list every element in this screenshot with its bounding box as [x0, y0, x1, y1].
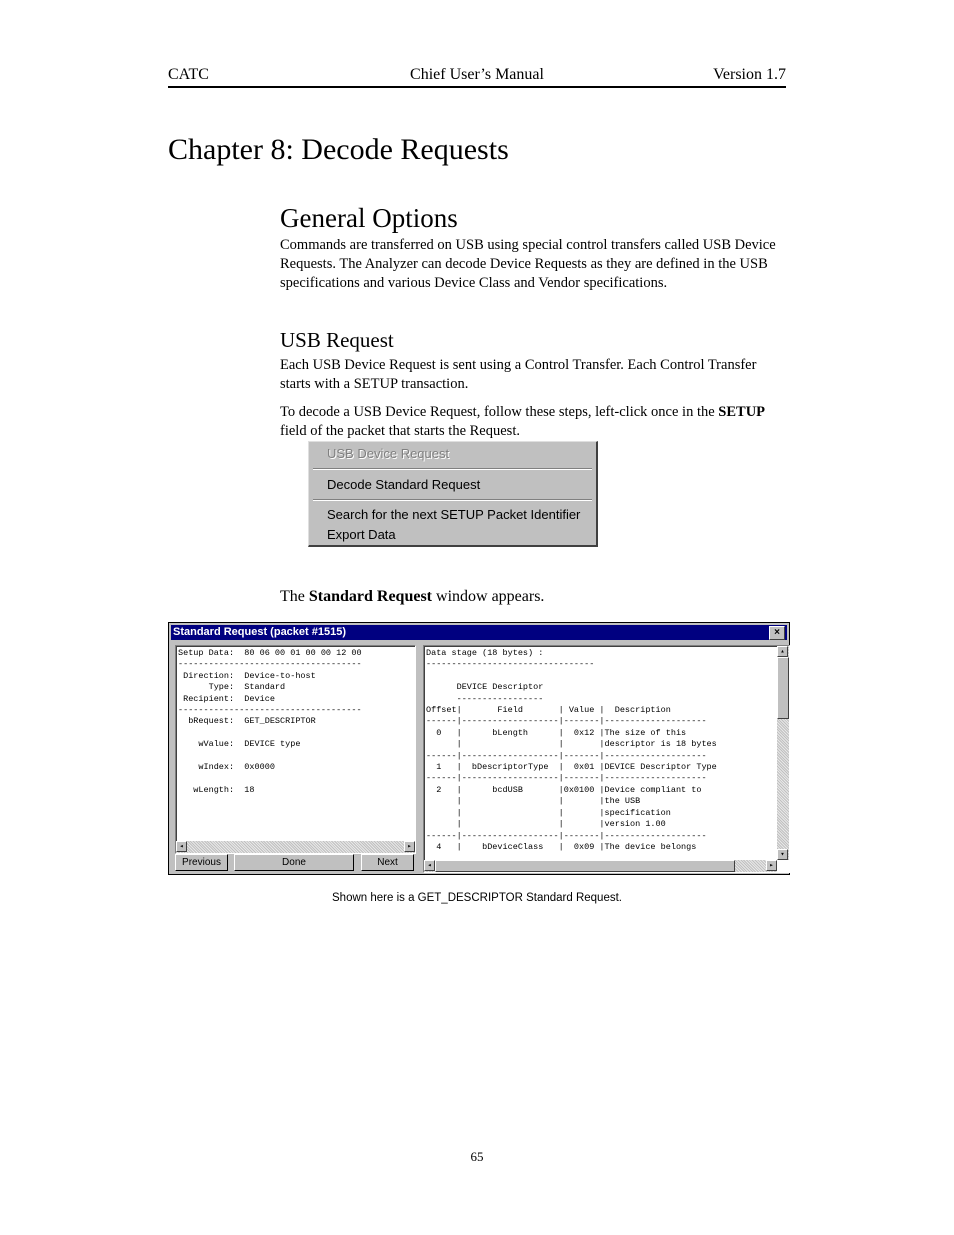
chapter-title: Chapter 8: Decode Requests — [168, 133, 509, 166]
page-number: 65 — [470, 1149, 484, 1164]
context-menu — [308, 441, 598, 547]
scroll-right-icon[interactable]: ▸ — [766, 860, 777, 871]
window-titlebar — [171, 625, 787, 640]
right-horizontal-scrollbar[interactable] — [424, 860, 777, 872]
scroll-thumb[interactable] — [777, 657, 789, 719]
header-center: Chief User’s Manual — [410, 66, 544, 83]
scroll-right-icon[interactable]: ▸ — [404, 841, 415, 852]
section-title-usb-request: USB Request — [280, 328, 394, 352]
previous-button[interactable]: Previous — [175, 854, 228, 871]
para2-pre: To decode a USB Device Request, follow these steps, left-click once in the — [280, 404, 715, 420]
header-rule — [168, 86, 786, 88]
scroll-up-icon[interactable]: ▴ — [777, 646, 788, 657]
left-horizontal-scrollbar[interactable] — [176, 841, 415, 853]
header-right: Version 1.7 — [713, 66, 786, 83]
scroll-thumb[interactable] — [435, 860, 735, 872]
window-title: Standard Request (packet #1515) — [173, 626, 347, 638]
done-button[interactable]: Done — [234, 854, 354, 871]
para2-post: field of the packet that starts the Request. — [280, 423, 520, 439]
section-title-general-options: General Options — [280, 203, 458, 233]
setup-data-pane[interactable] — [175, 645, 416, 854]
menu-separator — [313, 499, 592, 501]
usb-request-paragraph-1: Each USB Device Request is sent using a Control Transfer. Each Control Transfer starts with a SETUP transaction. — [280, 357, 757, 392]
data-stage-text: Data stage (18 bytes) : --------------------------------- DEVICE Descriptor ----------------- Offset| Field | Value | Description ------|-------------------|-------|-------------------- 0 | bLength | 0x12 |The size of this | | |descriptor is 18 bytes ------|-------------------|-------|-------------------- 1 | bDescriptorType | 0x01 |DEVICE Descriptor Type ------|-------------------|-------|-------------------- 2 | bcdUSB |0x0100 |Device compliant to | | |the USB | | |specification | | |version 1.00 ------|-------------------|-------|-------------------- 4 | bDeviceClass | 0x09 |The device belongs — [426, 648, 717, 852]
menu-separator — [313, 468, 592, 470]
header-left: CATC — [168, 66, 209, 83]
figure-caption: Shown here is a GET_DESCRIPTOR Standard Request. — [332, 892, 622, 904]
menu-item-usb-device-request: USB Device Request — [327, 446, 450, 461]
standard-request-window — [168, 622, 790, 875]
right-vertical-scrollbar[interactable] — [777, 646, 789, 860]
scroll-left-icon[interactable]: ◂ — [176, 841, 187, 852]
menu-item-export-data[interactable]: Export Data — [327, 527, 396, 542]
data-stage-pane[interactable] — [423, 645, 790, 873]
general-options-paragraph: Commands are transferred on USB using special control transfers called USB Device Requests. The Analyzer can decode Device Requests as they are defined in the USB specifications and various Device Class and Vendor specifications. — [280, 237, 776, 291]
scroll-left-icon[interactable]: ◂ — [424, 860, 435, 871]
menu-item-search-next-setup[interactable]: Search for the next SETUP Packet Identifier — [327, 507, 581, 522]
window-intro-pre: The — [280, 588, 305, 605]
next-button[interactable]: Next — [361, 854, 414, 871]
scroll-down-icon[interactable]: ▾ — [777, 849, 788, 860]
close-icon[interactable]: × — [769, 626, 785, 640]
window-intro-bold: Standard Request — [308, 588, 433, 605]
menu-item-decode-standard-request[interactable]: Decode Standard Request — [327, 477, 481, 492]
window-intro — [280, 587, 790, 606]
window-intro-post: window appears. — [436, 588, 545, 605]
para2-bold-setup: SETUP — [718, 404, 766, 420]
setup-data-text: Setup Data: 80 06 00 01 00 00 12 00 ------------------------------------ Direction: Device-to-host Type: Standard Recipient: Device ------------------------------------ bRequest: GET_DESCRIPTOR wValue: DEVICE type wIndex: 0x0000 wLength: 18 — [178, 648, 362, 795]
usb-request-paragraph-2 — [280, 403, 790, 441]
